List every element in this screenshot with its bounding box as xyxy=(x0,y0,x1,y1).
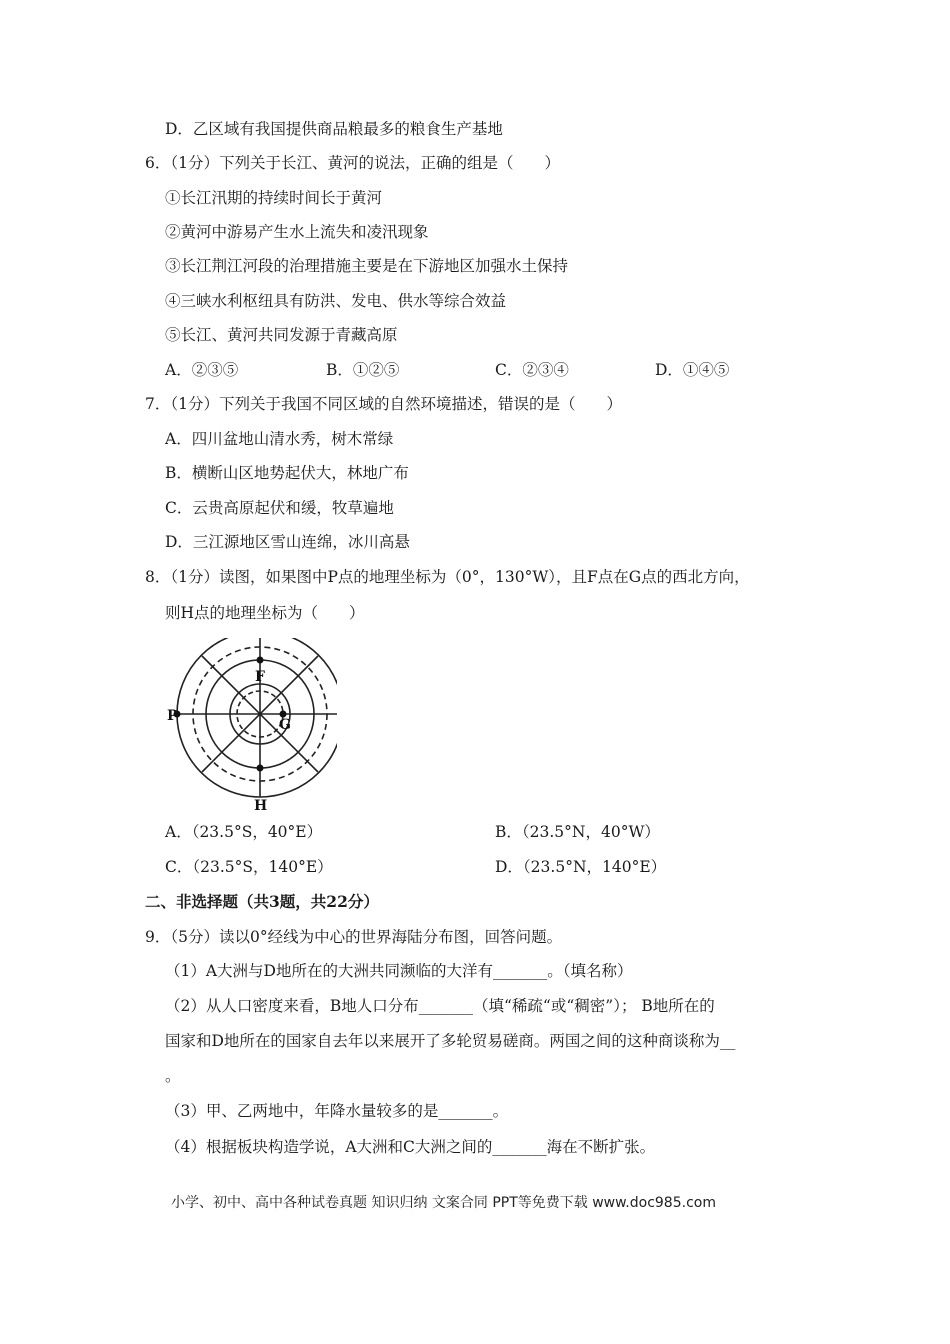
label-f: F xyxy=(255,669,265,685)
q9-stem: 9．（5分）读以0°经线为中心的世界海陆分布图，回答问题。 xyxy=(145,928,563,946)
q9-sub-2-line2: 国家和D地所在的国家自去年以来展开了多轮贸易磋商。两国之间的这种商谈称为__ xyxy=(165,1032,736,1050)
page-footer: 小学、初中、高中各种试卷真题 知识归纳 文案合同 PPT等免费下载 www.doc985.com xyxy=(171,1195,716,1211)
q7-option-a: A．四川盆地山清水秀，树木常绿 xyxy=(165,430,394,448)
q9-sub-2-line3: 。 xyxy=(165,1067,181,1085)
q6-option-c: C．②③④ xyxy=(495,361,569,379)
q7-stem: 7．（1分）下列关于我国不同区域的自然环境描述，错误的是（ ） xyxy=(145,395,622,413)
q6-item-4: ④三峡水利枢纽具有防洪、发电、供水等综合效益 xyxy=(165,292,507,310)
q6-option-b: B．①②⑤ xyxy=(326,361,400,379)
q9-sub-2-line1: （2）从人口密度来看，B地人口分布_______（填“稀疏“或“稠密”）； B地所在的 xyxy=(165,997,715,1015)
q5-option-d: D．乙区域有我国提供商品粮最多的粮食生产基地 xyxy=(165,120,503,138)
q6-option-d: D．①④⑤ xyxy=(655,361,730,379)
q7-option-b: B．横断山区地势起伏大，林地广布 xyxy=(165,464,409,482)
q6-item-1: ①长江汛期的持续时间长于黄河 xyxy=(165,189,383,207)
q6-item-2: ②黄河中游易产生水上流失和凌汛现象 xyxy=(165,223,429,241)
polar-diagram xyxy=(165,638,337,814)
label-g: G xyxy=(279,717,291,733)
q6-item-3: ③长江荆江河段的治理措施主要是在下游地区加强水土保持 xyxy=(165,257,569,275)
q6-option-a: A．②③⑤ xyxy=(165,361,239,379)
point-f xyxy=(257,657,264,664)
q9-sub-1: （1）A大洲与D地所在的大洲共同濒临的大洋有_______。（填名称） xyxy=(165,962,633,980)
q9-sub-4: （4）根据板块构造学说，A大洲和C大洲之间的_______海在不断扩张。 xyxy=(165,1138,656,1156)
section-2-title: 二、非选择题（共3题，共22分） xyxy=(145,892,379,911)
q9-sub-3: （3）甲、乙两地中，年降水量较多的是_______。 xyxy=(165,1102,509,1120)
q8-stem-line2: 则H点的地理坐标为（ ） xyxy=(165,604,365,622)
q8-option-a: A．（23.5°S，40°E） xyxy=(165,823,323,841)
q8-stem-line1: 8．（1分）读图，如果图中P点的地理坐标为（0°，130°W），且F点在G点的西北方向， xyxy=(145,568,750,586)
q8-option-d: D．（23.5°N，140°E） xyxy=(495,858,667,876)
q6-stem: 6．（1分）下列关于长江、黄河的说法，正确的组是（ ） xyxy=(145,154,560,172)
label-h: H xyxy=(254,798,268,814)
q8-option-b: B．（23.5°N，40°W） xyxy=(495,823,660,841)
q7-option-c: C．云贵高原起伏和缓，牧草遍地 xyxy=(165,499,394,517)
q8-option-c: C．（23.5°S，140°E） xyxy=(165,858,333,876)
q6-item-5: ⑤长江、黄河共同发源于青藏高原 xyxy=(165,326,398,344)
point-h xyxy=(257,765,264,772)
q7-option-d: D．三江源地区雪山连绵，冰川高悬 xyxy=(165,533,410,551)
label-p: P xyxy=(167,708,178,724)
